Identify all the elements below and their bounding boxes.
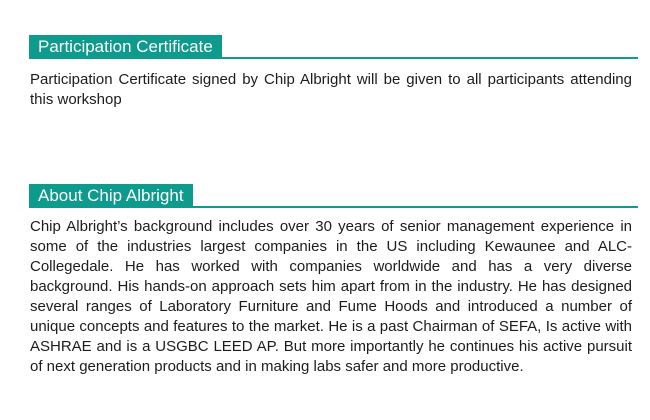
participation-certificate-section bbox=[0, 35, 650, 110]
about-chip-albright-text: Chip Albright’s background includes over 30 years of senior management experience in some of the industries largest companies in the US including Kewaunee and ALC-Collegedale. He has worked with companies worldwide and has a very diverse background. His hands-on approach sets him apart from in the industry. He has designed several ranges of Laboratory Furniture and Fume Hoods and introduced a number of unique concepts and features to the market. He is a past Chairman of SEFA, Is active with ASHRAE and is a USGBC LEED AP. But more importantly he continues his active pursuit of next generation products and in making labs safer and more productive. bbox=[30, 218, 632, 375]
about-chip-albright-section bbox=[0, 184, 650, 377]
participation-certificate-text: Participation Certificate signed by Chip Albright will be given to all participants attending this workshop bbox=[30, 71, 632, 108]
section-title: Participation Certificate bbox=[29, 35, 222, 59]
section-title: About Chip Albright bbox=[29, 184, 193, 208]
participation-certificate-header bbox=[0, 35, 650, 59]
about-chip-albright-header bbox=[0, 184, 650, 208]
